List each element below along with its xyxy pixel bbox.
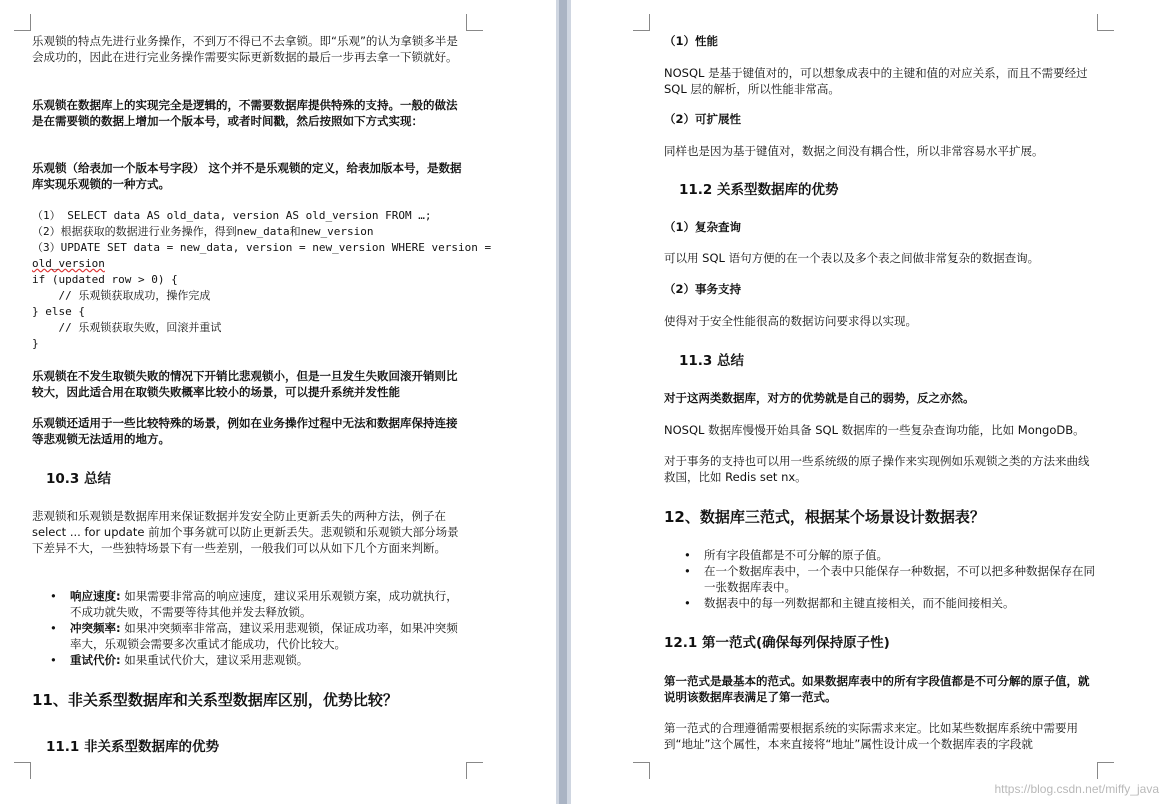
crop-mark	[14, 14, 31, 31]
paragraph: 乐观锁在不发生取锁失败的情况下开销比悲观锁小，但是一旦发生失败回滚开销则比较大，因此适合用在取锁失败概率比较小的场景，可以提升系统并发性能	[32, 369, 458, 399]
heading-10-3: 10.3 总结	[46, 471, 112, 487]
bullet-text: 如果需要非常高的响应速度，建议采用乐观锁方案，成功就执行，不成功就失败，不需要等待其他并发去释放锁。	[70, 589, 458, 619]
subheading: （1）复杂查询	[664, 220, 742, 234]
bullet-term: 响应速度:	[70, 589, 121, 603]
subheading: （2）事务支持	[664, 282, 742, 296]
crop-mark	[1097, 762, 1114, 779]
code-line: }	[32, 337, 39, 350]
paragraph: 乐观锁的特点先进行业务操作，不到万不得已不去拿锁。即“乐观”的认为拿锁多半是会成功的，因此在进行完业务操作需要实际更新数据的最后一步再去拿一下锁就好。	[32, 34, 458, 64]
bullet-term: 冲突频率:	[70, 621, 121, 635]
heading-12-1: 12.1 第一范式(确保每列保持原子性)	[664, 635, 890, 651]
crop-mark	[1097, 14, 1114, 31]
list-item	[40, 620, 467, 652]
left-page	[0, 0, 556, 804]
watermark: https://blog.csdn.net/miffy_java	[994, 782, 1159, 796]
heading-11-1: 11.1 非关系型数据库的优势	[46, 739, 220, 755]
crop-mark	[466, 14, 483, 31]
heading-11-3: 11.3 总结	[679, 353, 745, 369]
crop-mark	[633, 14, 650, 31]
code-line: } else {	[32, 305, 85, 318]
right-page	[571, 0, 1169, 804]
bullet-term: 重试代价:	[70, 653, 121, 667]
paragraph: 同样也是因为基于键值对，数据之间没有耦合性，所以非常容易水平扩展。	[664, 144, 1044, 158]
code-line: （3）UPDATE SET data = new_data, version = new_version WHERE version =	[32, 241, 492, 254]
bullet-list	[674, 547, 1101, 611]
code-line: // 乐观锁获取失败，回滚并重试	[32, 321, 222, 334]
paragraph: 使得对于安全性能很高的数据访问要求得以实现。	[664, 314, 917, 328]
heading-12: 12、数据库三范式，根据某个场景设计数据表？	[664, 508, 985, 526]
list-item	[40, 588, 467, 620]
code-line: // 乐观锁获取成功，操作完成	[32, 289, 211, 302]
subheading: （2）可扩展性	[664, 112, 742, 126]
bullet-list	[40, 588, 467, 668]
paragraph: 悲观锁和乐观锁是数据库用来保证数据并发安全防止更新丢失的两种方法，例子在 select ... for update 前加个事务就可以防止更新丢失。悲观锁和乐观锁大部分场景下差异不大，一些独特场景下有一些差别，一般我们可以从如下几个方面来判断。	[32, 509, 459, 555]
paragraph: 乐观锁还适用于一些比较特殊的场景，例如在业务操作过程中无法和数据库保持连接等悲观锁无法适用的地方。	[32, 416, 458, 446]
crop-mark	[466, 762, 483, 779]
page-gap	[556, 0, 571, 804]
code-line: old_version	[32, 257, 105, 270]
code-line: （1） SELECT data AS old_data, version AS old_version FROM …;	[32, 209, 432, 222]
paragraph: 乐观锁（给表加一个版本号字段） 这个并不是乐观锁的定义，给表加版本号，是数据库实现乐观锁的一种方式。	[32, 161, 462, 191]
crop-mark	[14, 762, 31, 779]
code-line: （2）根据获取的数据进行业务操作，得到new_data和new_version	[32, 225, 374, 238]
subheading: （1）性能	[664, 34, 719, 48]
bullet-text: 如果重试代价大，建议采用悲观锁。	[120, 653, 309, 667]
heading-11-2: 11.2 关系型数据库的优势	[679, 182, 839, 198]
paragraph: 乐观锁在数据库上的实现完全是逻辑的，不需要数据库提供特殊的支持。一般的做法是在需要锁的数据上增加一个版本号，或者时间戳，然后按照如下方式实现：	[32, 98, 458, 128]
list-item: • 数据表中的每一列数据都和主键直接相关，而不能间接相关。	[674, 595, 1101, 611]
crop-mark	[633, 762, 650, 779]
list-item	[40, 652, 467, 668]
paragraph: 对于这两类数据库，对方的优势就是自己的弱势，反之亦然。	[664, 391, 975, 405]
paragraph: 第一范式的合理遵循需要根据系统的实际需求来定。比如某些数据库系统中需要用到“地址”这个属性，本来直接将“地址”属性设计成一个数据库表的字段就	[664, 721, 1078, 751]
paragraph: NOSQL 是基于键值对的，可以想象成表中的主键和值的对应关系，而且不需要经过 SQL 层的解析，所以性能非常高。	[664, 66, 1088, 96]
list-item: • 在一个数据库表中，一个表中只能保存一种数据，不可以把多种数据保存在同一张数据库表中。	[674, 563, 1101, 595]
paragraph: NOSQL 数据库慢慢开始具备 SQL 数据库的一些复杂查询功能，比如 MongoDB。	[664, 423, 1085, 437]
heading-11: 11、非关系型数据库和关系型数据库区别，优势比较？	[32, 691, 398, 709]
paragraph: 对于事务的支持也可以用一些系统级的原子操作来实现例如乐观锁之类的方法来曲线救国，比如 Redis set nx。	[664, 454, 1090, 484]
paragraph: 可以用 SQL 语句方便的在一个表以及多个表之间做非常复杂的数据查询。	[664, 251, 1040, 265]
list-item: • 所有字段值都是不可分解的原子值。	[674, 547, 1101, 563]
code-line: if (updated row > 0) {	[32, 273, 178, 286]
paragraph: 第一范式是最基本的范式。如果数据库表中的所有字段值都是不可分解的原子值，就说明该数据库表满足了第一范式。	[664, 674, 1090, 704]
bullet-text: 如果冲突频率非常高，建议采用悲观锁，保证成功率，如果冲突频率大，乐观锁会需要多次重试才能成功，代价比较大。	[70, 621, 458, 651]
